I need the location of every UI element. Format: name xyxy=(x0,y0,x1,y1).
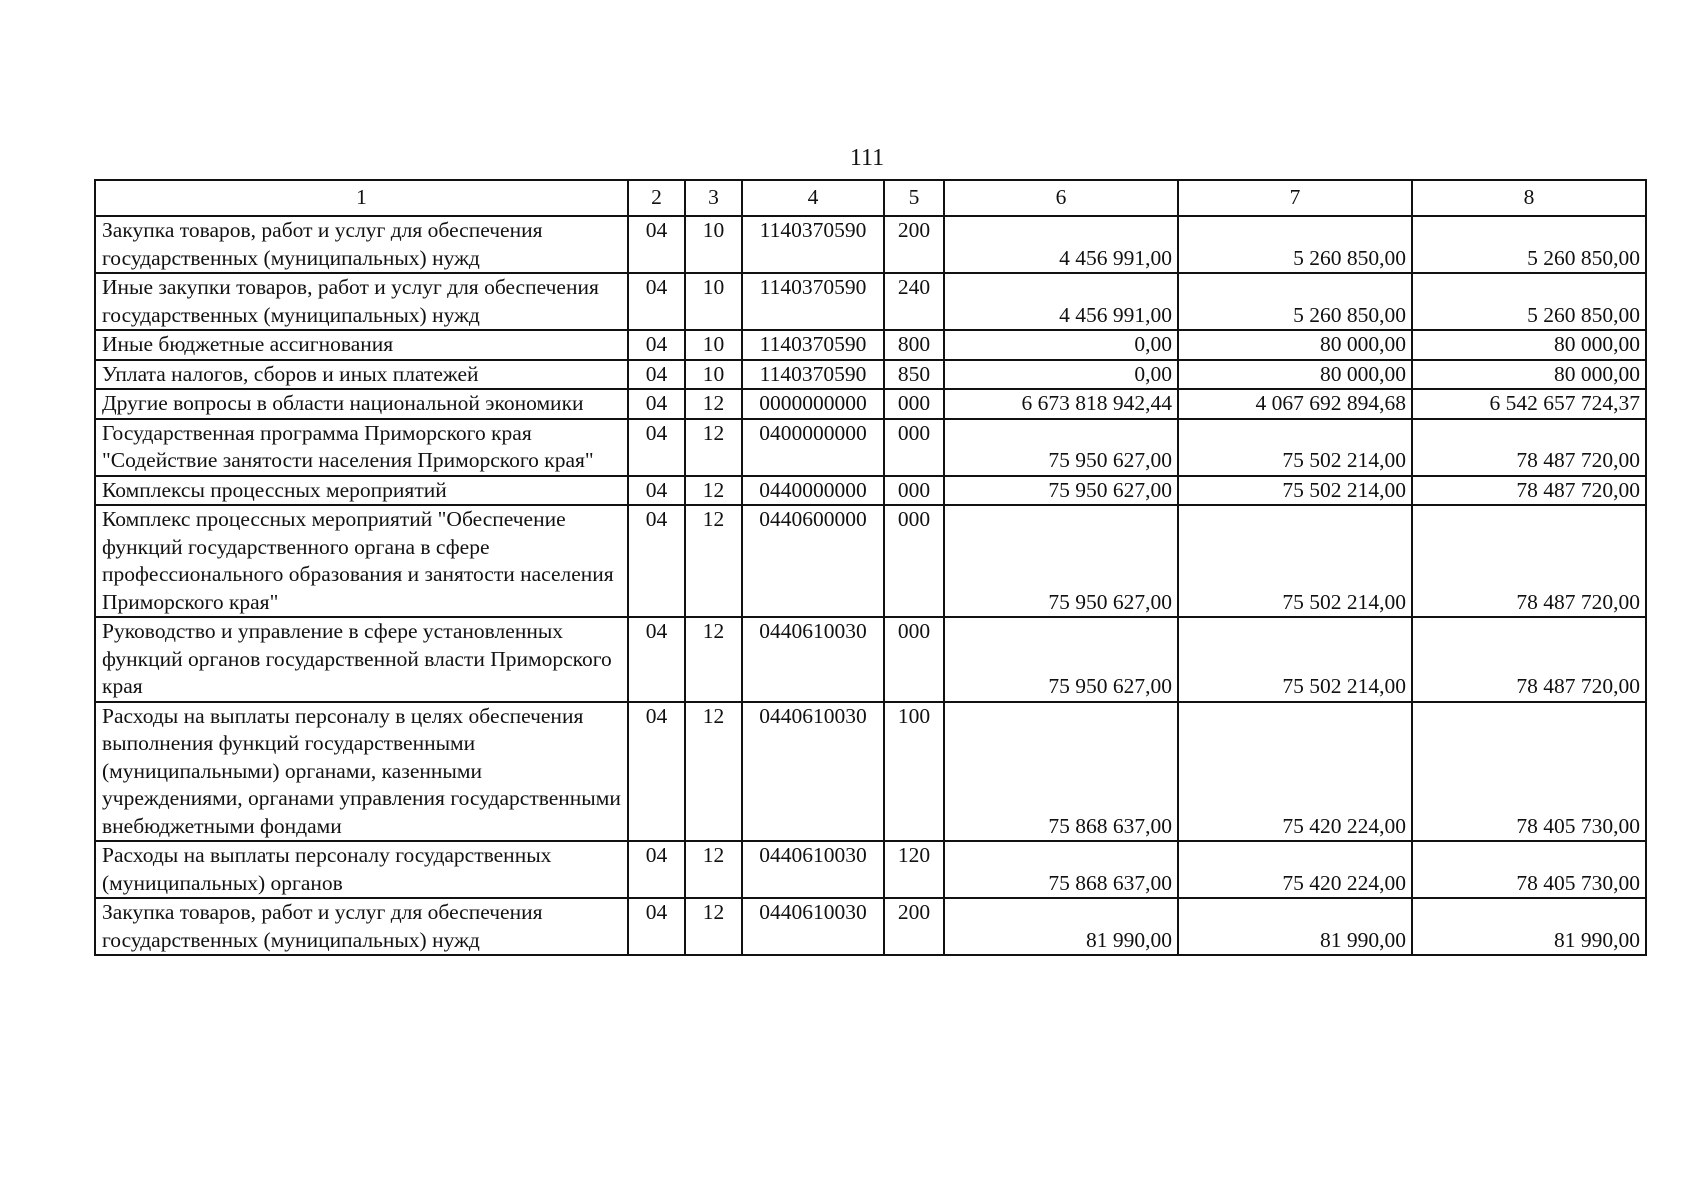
row-subsection: 10 xyxy=(685,360,742,390)
row-target-article: 1140370590 xyxy=(742,360,884,390)
row-amount-col6: 75 868 637,00 xyxy=(944,702,1178,842)
row-name: Государственная программа Приморского края "Содействие занятости населения Приморского края" xyxy=(95,419,628,476)
row-target-article: 0440610030 xyxy=(742,841,884,898)
row-amount-col6: 75 950 627,00 xyxy=(944,617,1178,702)
row-name: Расходы на выплаты персоналу в целях обеспечения выполнения функций государственными (муниципальными) органами, казенными учреждениями, органами управления государственными внебюджетными фондами xyxy=(95,702,628,842)
row-expense-type: 000 xyxy=(884,419,944,476)
row-name: Комплекс процессных мероприятий "Обеспечение функций государственного органа в сфере профессионального образования и занятости населения Приморского края" xyxy=(95,505,628,617)
row-amount-col6: 0,00 xyxy=(944,360,1178,390)
row-amount-col8: 80 000,00 xyxy=(1412,360,1646,390)
table-row xyxy=(95,841,1646,898)
column-header: 6 xyxy=(944,180,1178,216)
row-target-article: 1140370590 xyxy=(742,216,884,273)
row-target-article: 1140370590 xyxy=(742,273,884,330)
row-section: 04 xyxy=(628,389,685,419)
row-target-article: 0000000000 xyxy=(742,389,884,419)
row-amount-col6: 75 950 627,00 xyxy=(944,476,1178,506)
table-row xyxy=(95,389,1646,419)
row-expense-type: 000 xyxy=(884,389,944,419)
row-amount-col8: 78 487 720,00 xyxy=(1412,505,1646,617)
row-target-article: 0440610030 xyxy=(742,898,884,955)
table-row xyxy=(95,419,1646,476)
table-row xyxy=(95,476,1646,506)
row-section: 04 xyxy=(628,841,685,898)
row-amount-col6: 4 456 991,00 xyxy=(944,273,1178,330)
row-expense-type: 850 xyxy=(884,360,944,390)
row-subsection: 10 xyxy=(685,216,742,273)
row-name: Закупка товаров, работ и услуг для обеспечения государственных (муниципальных) нужд xyxy=(95,216,628,273)
row-expense-type: 100 xyxy=(884,702,944,842)
row-subsection: 12 xyxy=(685,898,742,955)
row-amount-col7: 75 502 214,00 xyxy=(1178,419,1412,476)
column-header: 3 xyxy=(685,180,742,216)
row-target-article: 0440600000 xyxy=(742,505,884,617)
table-row xyxy=(95,273,1646,330)
row-amount-col8: 78 487 720,00 xyxy=(1412,617,1646,702)
row-amount-col7: 80 000,00 xyxy=(1178,360,1412,390)
row-amount-col6: 75 950 627,00 xyxy=(944,419,1178,476)
row-amount-col6: 0,00 xyxy=(944,330,1178,360)
row-amount-col6: 6 673 818 942,44 xyxy=(944,389,1178,419)
row-subsection: 12 xyxy=(685,419,742,476)
row-amount-col8: 78 405 730,00 xyxy=(1412,841,1646,898)
row-name: Комплексы процессных мероприятий xyxy=(95,476,628,506)
column-header: 2 xyxy=(628,180,685,216)
row-expense-type: 000 xyxy=(884,505,944,617)
row-amount-col6: 81 990,00 xyxy=(944,898,1178,955)
table-row xyxy=(95,702,1646,842)
row-amount-col8: 78 405 730,00 xyxy=(1412,702,1646,842)
row-target-article: 0400000000 xyxy=(742,419,884,476)
row-amount-col8: 6 542 657 724,37 xyxy=(1412,389,1646,419)
row-amount-col8: 5 260 850,00 xyxy=(1412,273,1646,330)
row-section: 04 xyxy=(628,330,685,360)
row-amount-col7: 4 067 692 894,68 xyxy=(1178,389,1412,419)
row-section: 04 xyxy=(628,505,685,617)
row-expense-type: 240 xyxy=(884,273,944,330)
row-target-article: 1140370590 xyxy=(742,330,884,360)
row-expense-type: 120 xyxy=(884,841,944,898)
row-target-article: 0440000000 xyxy=(742,476,884,506)
row-subsection: 10 xyxy=(685,273,742,330)
table-row xyxy=(95,360,1646,390)
row-subsection: 12 xyxy=(685,389,742,419)
row-subsection: 12 xyxy=(685,505,742,617)
row-name: Уплата налогов, сборов и иных платежей xyxy=(95,360,628,390)
budget-table xyxy=(94,179,1647,956)
row-section: 04 xyxy=(628,360,685,390)
row-name: Иные закупки товаров, работ и услуг для обеспечения государственных (муниципальных) нужд xyxy=(95,273,628,330)
row-amount-col7: 75 502 214,00 xyxy=(1178,617,1412,702)
row-name: Закупка товаров, работ и услуг для обеспечения государственных (муниципальных) нужд xyxy=(95,898,628,955)
row-target-article: 0440610030 xyxy=(742,617,884,702)
column-header: 4 xyxy=(742,180,884,216)
row-amount-col7: 75 502 214,00 xyxy=(1178,476,1412,506)
row-section: 04 xyxy=(628,273,685,330)
table-row xyxy=(95,617,1646,702)
row-amount-col8: 80 000,00 xyxy=(1412,330,1646,360)
table-row xyxy=(95,898,1646,955)
row-amount-col7: 80 000,00 xyxy=(1178,330,1412,360)
row-section: 04 xyxy=(628,898,685,955)
column-header: 7 xyxy=(1178,180,1412,216)
row-expense-type: 000 xyxy=(884,617,944,702)
row-name: Расходы на выплаты персоналу государственных (муниципальных) органов xyxy=(95,841,628,898)
row-amount-col8: 5 260 850,00 xyxy=(1412,216,1646,273)
row-section: 04 xyxy=(628,476,685,506)
row-name: Другие вопросы в области национальной экономики xyxy=(95,389,628,419)
column-number-row xyxy=(95,180,1646,216)
row-amount-col7: 5 260 850,00 xyxy=(1178,273,1412,330)
column-header: 5 xyxy=(884,180,944,216)
row-amount-col7: 75 420 224,00 xyxy=(1178,841,1412,898)
row-subsection: 12 xyxy=(685,476,742,506)
table-row xyxy=(95,330,1646,360)
row-amount-col7: 75 502 214,00 xyxy=(1178,505,1412,617)
row-section: 04 xyxy=(628,419,685,476)
row-subsection: 12 xyxy=(685,841,742,898)
table-row xyxy=(95,216,1646,273)
row-amount-col6: 75 950 627,00 xyxy=(944,505,1178,617)
row-amount-col6: 75 868 637,00 xyxy=(944,841,1178,898)
row-expense-type: 800 xyxy=(884,330,944,360)
row-subsection: 10 xyxy=(685,330,742,360)
row-section: 04 xyxy=(628,216,685,273)
row-name: Иные бюджетные ассигнования xyxy=(95,330,628,360)
page-number: 111 xyxy=(849,145,885,171)
row-name: Руководство и управление в сфере установленных функций органов государственной власти Приморского края xyxy=(95,617,628,702)
row-amount-col6: 4 456 991,00 xyxy=(944,216,1178,273)
table-row xyxy=(95,505,1646,617)
row-section: 04 xyxy=(628,702,685,842)
row-amount-col7: 75 420 224,00 xyxy=(1178,702,1412,842)
row-amount-col7: 5 260 850,00 xyxy=(1178,216,1412,273)
row-amount-col8: 78 487 720,00 xyxy=(1412,419,1646,476)
row-subsection: 12 xyxy=(685,617,742,702)
row-subsection: 12 xyxy=(685,702,742,842)
row-target-article: 0440610030 xyxy=(742,702,884,842)
row-amount-col7: 81 990,00 xyxy=(1178,898,1412,955)
column-header: 1 xyxy=(95,180,628,216)
row-section: 04 xyxy=(628,617,685,702)
row-expense-type: 200 xyxy=(884,216,944,273)
row-expense-type: 000 xyxy=(884,476,944,506)
row-amount-col8: 81 990,00 xyxy=(1412,898,1646,955)
column-header: 8 xyxy=(1412,180,1646,216)
row-expense-type: 200 xyxy=(884,898,944,955)
row-amount-col8: 78 487 720,00 xyxy=(1412,476,1646,506)
